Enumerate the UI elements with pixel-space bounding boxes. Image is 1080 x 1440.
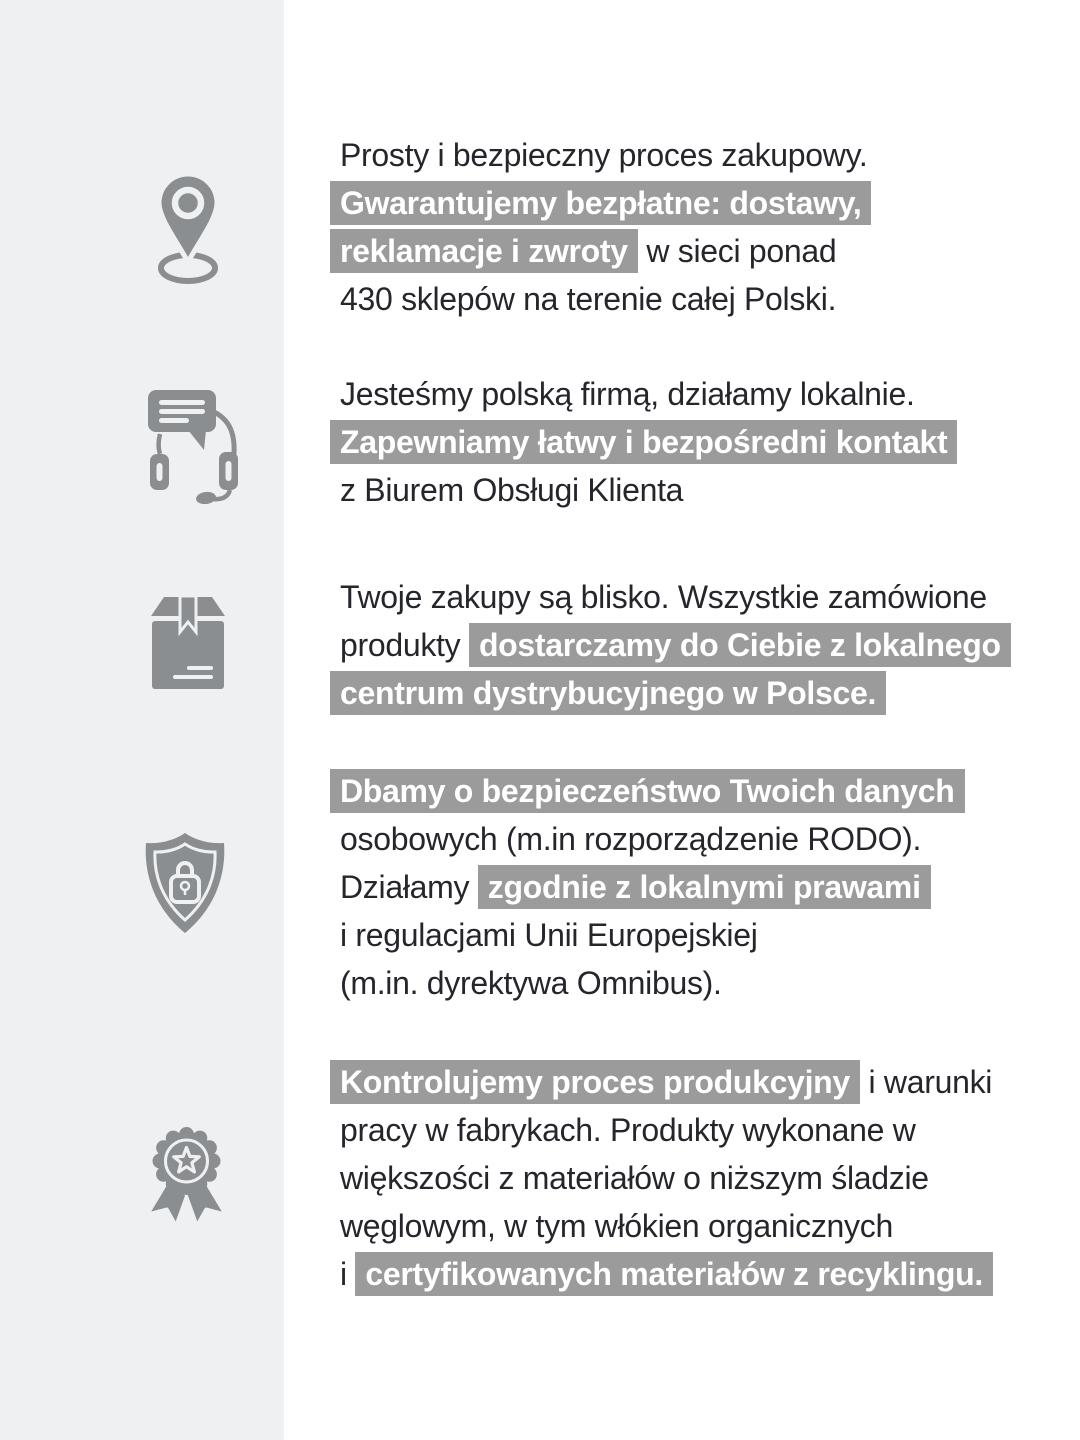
shield-lock-icon	[140, 831, 230, 935]
body-text: Twoje zakupy są blisko. Wszystkie zamówione	[340, 579, 987, 615]
highlighted-text: dostarczamy do Ciebie z lokalnego	[469, 623, 1011, 667]
text-line	[330, 466, 1060, 514]
text-line	[330, 1154, 1060, 1202]
text-line	[330, 573, 1060, 621]
section-production-control	[330, 1058, 1060, 1298]
highlighted-text: Gwarantujemy bezpłatne: dostawy,	[330, 181, 871, 225]
text-line	[330, 370, 1060, 418]
body-text: 430 sklepów na terenie całej Polski.	[340, 281, 837, 317]
body-text: z Biurem Obsługi Klienta	[340, 472, 684, 508]
text-line	[330, 418, 1060, 466]
body-text: (m.in. dyrektywa Omnibus).	[340, 965, 722, 1001]
body-text: i warunki	[859, 1064, 993, 1100]
section-text	[330, 1058, 1060, 1298]
text-line	[330, 179, 1060, 227]
body-text: w sieci ponad	[637, 233, 837, 269]
highlighted-text: Dbamy o bezpieczeństwo Twoich danych	[330, 769, 965, 813]
highlighted-text: centrum dystrybucyjnego w Polsce.	[330, 671, 886, 715]
body-text: Działamy	[340, 869, 478, 905]
text-line	[330, 863, 1060, 911]
text-line	[330, 227, 1060, 275]
text-line	[330, 815, 1060, 863]
text-line	[330, 959, 1060, 1007]
highlighted-text: Kontrolujemy proces produkcyjny	[330, 1060, 860, 1104]
text-line	[330, 669, 1060, 717]
section-text	[330, 131, 1060, 323]
text-line	[330, 1202, 1060, 1250]
text-line	[330, 1058, 1060, 1106]
highlighted-text: Zapewniamy łatwy i bezpośredni kontakt	[330, 420, 957, 464]
body-text: Jesteśmy polską firmą, działamy lokalnie.	[340, 376, 915, 412]
section-customer-service	[330, 370, 1060, 514]
body-text: Prosty i bezpieczny proces zakupowy.	[340, 137, 868, 173]
highlighted-text: zgodnie z lokalnymi prawami	[478, 865, 931, 909]
section-local-distribution	[330, 573, 1060, 717]
text-line	[330, 275, 1060, 323]
body-text: produkty	[340, 627, 469, 663]
body-text: większości z materiałów o niższym śladzie	[340, 1160, 929, 1196]
section-text	[330, 370, 1060, 514]
body-text: i regulacjami Unii Europejskiej	[340, 917, 758, 953]
body-text: pracy w fabrykach. Produkty wykonane w	[340, 1112, 916, 1148]
text-line	[330, 621, 1060, 669]
text-line	[330, 767, 1060, 815]
highlighted-text: certyfikowanych materiałów z recyklingu.	[355, 1252, 993, 1296]
section-text	[330, 767, 1060, 1007]
text-line	[330, 1250, 1060, 1298]
location-pin-icon	[146, 170, 230, 286]
highlighted-text: reklamacje i zwroty	[330, 229, 638, 273]
text-line	[330, 1106, 1060, 1154]
text-line	[330, 911, 1060, 959]
body-text: węglowym, w tym włókien organicznych	[340, 1208, 893, 1244]
headset-chat-icon	[138, 386, 238, 504]
package-box-icon	[151, 596, 225, 690]
section-data-protection	[330, 767, 1060, 1007]
award-badge-icon	[135, 1119, 238, 1232]
body-text: osobowych (m.in rozporządzenie RODO).	[340, 821, 922, 857]
body-text: i	[340, 1256, 356, 1292]
section-text	[330, 573, 1060, 717]
text-line	[330, 131, 1060, 179]
section-purchase-process	[330, 131, 1060, 323]
